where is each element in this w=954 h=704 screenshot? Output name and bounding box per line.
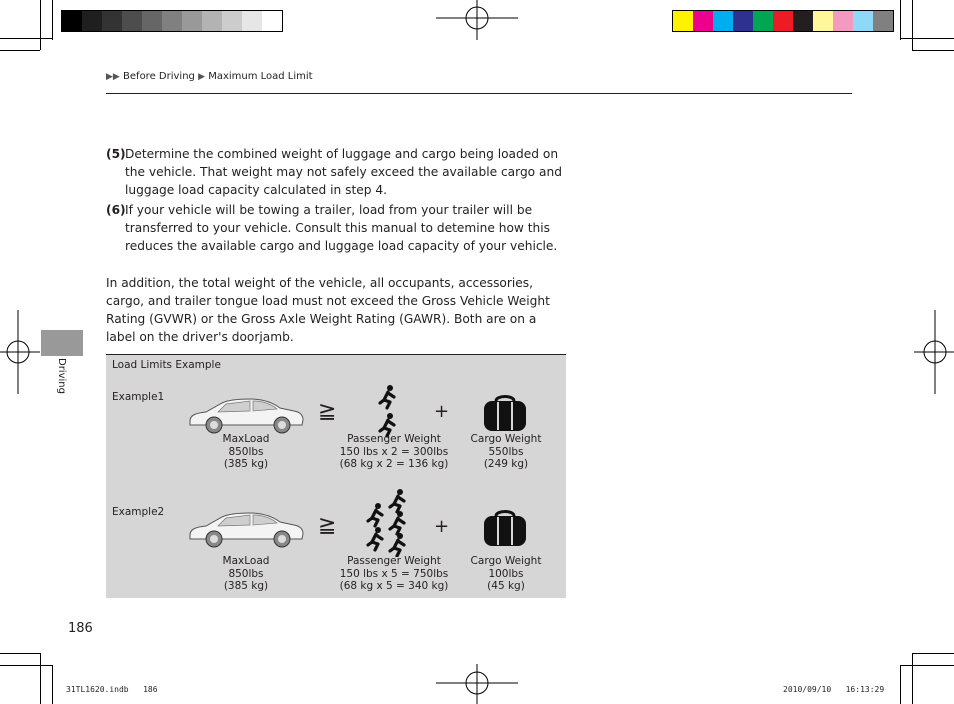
caption-line: 100lbs [488, 567, 524, 580]
example-label: Example2 [112, 506, 165, 518]
crop-mark [52, 665, 53, 704]
crop-mark [0, 665, 52, 666]
caption-line: Passenger Weight [347, 433, 441, 445]
passenger-caption [334, 433, 454, 471]
color-swatch [733, 11, 753, 31]
step-text-line: luggage load capacity calculated in step 4. [125, 183, 387, 197]
crop-mark [52, 0, 53, 40]
caption-line: (385 kg) [223, 458, 269, 470]
gte-symbol: ≧ [318, 513, 337, 538]
seated-person-icon [368, 527, 382, 550]
gray-calibration-bar [61, 10, 283, 32]
step-number: (5) [106, 147, 126, 161]
color-swatch [262, 11, 282, 31]
seated-person-icon [380, 385, 394, 408]
color-swatch [142, 11, 162, 31]
crop-mark [900, 38, 954, 39]
caption-line: 150 lbs x 5 = 750lbs [339, 567, 449, 580]
crop-mark [900, 665, 954, 666]
caption-line: MaxLoad [222, 555, 270, 567]
seated-person-icon [368, 503, 382, 526]
step-text-line: reduces the available cargo and luggage load capacity of your vehicle. [125, 239, 558, 253]
crop-mark [40, 0, 41, 50]
seated-person-icon [390, 489, 404, 512]
body-paragraph [106, 274, 576, 346]
color-swatch [753, 11, 773, 31]
caption-line: MaxLoad [222, 433, 270, 445]
caption-line: 150 lbs x 2 = 300lbs [339, 445, 449, 458]
crop-mark [912, 50, 954, 51]
passenger-caption [334, 555, 454, 593]
load-limits-figure [106, 354, 566, 598]
maxload-caption [211, 433, 281, 471]
caption-line: (68 kg x 5 = 340 kg) [339, 580, 449, 592]
slug-file: 31TL1620.indb 186 [66, 685, 158, 694]
paragraph-line: label on the driver's doorjamb. [106, 330, 294, 344]
header-rule [106, 93, 852, 94]
color-swatch [793, 11, 813, 31]
passenger-group-icon [358, 489, 420, 557]
color-swatch [693, 11, 713, 31]
gte-symbol: ≧ [318, 399, 337, 424]
crop-mark [0, 653, 40, 654]
color-swatch [62, 11, 82, 31]
arrow-right-icon: ▶ [198, 72, 205, 82]
luggage-icon [482, 508, 528, 548]
crop-mark [912, 653, 954, 654]
caption-line: 850lbs [228, 445, 264, 458]
arrow-right-icon: ▶▶ [106, 72, 120, 82]
crop-mark [40, 653, 41, 704]
crop-mark [900, 0, 901, 40]
color-swatch [122, 11, 142, 31]
color-swatch [102, 11, 122, 31]
seated-person-icon [390, 511, 404, 534]
color-swatch [162, 11, 182, 31]
caption-line: Cargo Weight [470, 433, 542, 445]
color-swatch [873, 11, 893, 31]
step-text-line: the vehicle. That weight may not safely exceed the available cargo and [125, 165, 562, 179]
color-swatch [833, 11, 853, 31]
registration-mark-icon [914, 310, 954, 394]
slug-timestamp: 2010/09/10 16:13:29 [783, 685, 885, 694]
breadcrumb-page: Maximum Load Limit [208, 71, 313, 82]
color-swatch [853, 11, 873, 31]
crop-mark [912, 0, 913, 50]
color-swatch [813, 11, 833, 31]
step-number: (6) [106, 203, 126, 217]
side-tab-label: Driving [56, 358, 67, 394]
caption-line: (45 kg) [487, 580, 525, 592]
paragraph-line: Rating (GVWR) or the Gross Axle Weight Rating (GAWR). Both are on a [106, 312, 537, 326]
car-icon [186, 391, 306, 435]
crop-mark [912, 653, 913, 704]
color-swatch [182, 11, 202, 31]
caption-line: (385 kg) [223, 580, 269, 592]
color-swatch [82, 11, 102, 31]
paragraph-line: In addition, the total weight of the vehicle, all occupants, accessories, [106, 276, 533, 290]
caption-line: Passenger Weight [347, 555, 441, 567]
caption-line: 550lbs [488, 445, 524, 458]
step-text-line: transferred to your vehicle. Consult this manual to detemine how this [125, 221, 550, 235]
caption-line: 850lbs [228, 567, 264, 580]
registration-mark-icon [436, 664, 518, 704]
paragraph-line: cargo, and trailer tongue load must not exceed the Gross Vehicle Weight [106, 294, 550, 308]
example-label: Example1 [112, 391, 165, 403]
seated-person-icon [390, 533, 404, 556]
color-swatch [222, 11, 242, 31]
crop-mark [0, 50, 40, 51]
cargo-caption [462, 433, 550, 471]
color-swatch [713, 11, 733, 31]
maxload-caption [211, 555, 281, 593]
cargo-caption [462, 555, 550, 593]
color-swatch [673, 11, 693, 31]
registration-mark-icon [436, 0, 518, 40]
luggage-icon [482, 393, 528, 433]
caption-line: (68 kg x 2 = 136 kg) [339, 458, 449, 470]
caption-line: Cargo Weight [470, 555, 542, 567]
page-number: 186 [68, 621, 93, 636]
breadcrumb-section: Before Driving [123, 71, 195, 82]
color-swatch [242, 11, 262, 31]
car-icon [186, 505, 306, 549]
registration-mark-icon [0, 310, 40, 394]
plus-symbol: + [434, 401, 450, 422]
side-tab [41, 330, 83, 356]
crop-mark [900, 665, 901, 704]
step-text-line: If your vehicle will be towing a trailer, load from your trailer will be [125, 203, 533, 217]
figure-title: Load Limits Example [112, 359, 221, 371]
caption-line: (249 kg) [483, 458, 529, 470]
breadcrumb [106, 71, 313, 82]
crop-mark [0, 38, 52, 39]
color-swatch [202, 11, 222, 31]
color-calibration-bar [672, 10, 894, 32]
color-swatch [773, 11, 793, 31]
plus-symbol: + [434, 516, 450, 537]
step-text-line: Determine the combined weight of luggage and cargo being loaded on [125, 147, 559, 161]
